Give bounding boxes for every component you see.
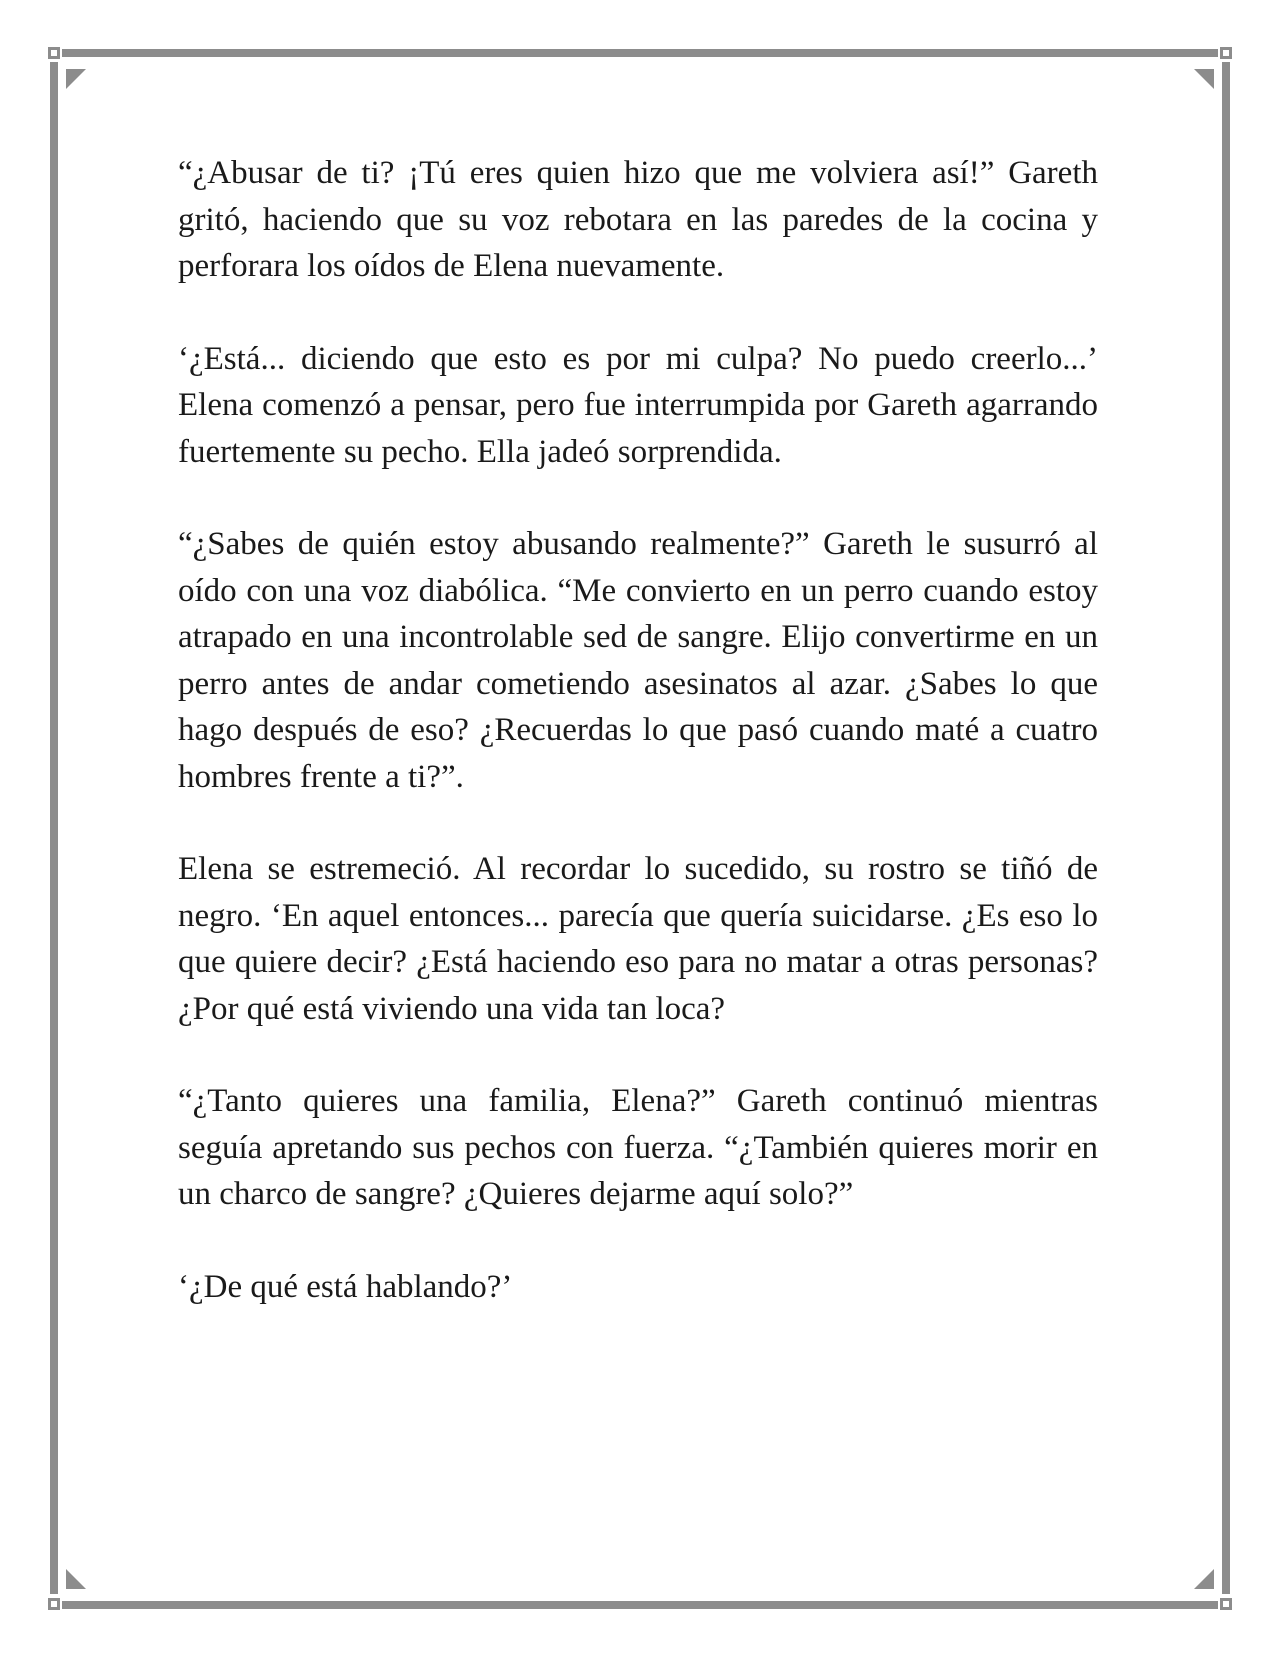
- paragraph-1: “¿Abusar de ti? ¡Tú eres quien hizo que me volviera así!” Gareth gritó, haciendo que su voz rebotara en las paredes de la cocina y perforara los oídos de Elena nuevamente.: [178, 155, 1098, 284]
- paragraph-2: ‘¿Está... diciendo que esto es por mi culpa? No puedo creerlo...’ Elena comenzó a pensar, pero fue interrumpida por Gareth agarrando fuertemente su pecho. Ella jadeó sorprendida.: [178, 340, 1098, 470]
- paragraph-5: “¿Tanto quieres una familia, Elena?” Gareth continuó mientras seguía apretando sus pechos con fuerza. “¿También quieres morir en un charco de sangre? ¿Quieres dejarme aquí solo?”: [178, 1083, 1098, 1212]
- story-text: [178, 150, 1098, 1356]
- paragraph-4: Elena se estremeció. Al recordar lo sucedido, su rostro se tiñó de negro. ‘En aquel entonces... parecía que quería suicidarse. ¿Es eso lo que quiere decir? ¿Está haciendo eso para no matar a otras personas? ¿Por qué está viviendo una vida tan loca?: [178, 851, 1098, 1027]
- paragraph-6: ‘¿De qué está hablando?’: [178, 1268, 513, 1305]
- paragraph-3: “¿Sabes de quién estoy abusando realmente?” Gareth le susurró al oído con una voz diabólica. “Me convierto en un perro cuando estoy atrapado en una incontrolable sed de sangre. Elijo convertirme en un perro antes de andar cometiendo asesinatos al azar. ¿Sabes lo que hago después de eso? ¿Recuerdas lo que pasó cuando maté a cuatro hombres frente a ti?”.: [178, 526, 1098, 795]
